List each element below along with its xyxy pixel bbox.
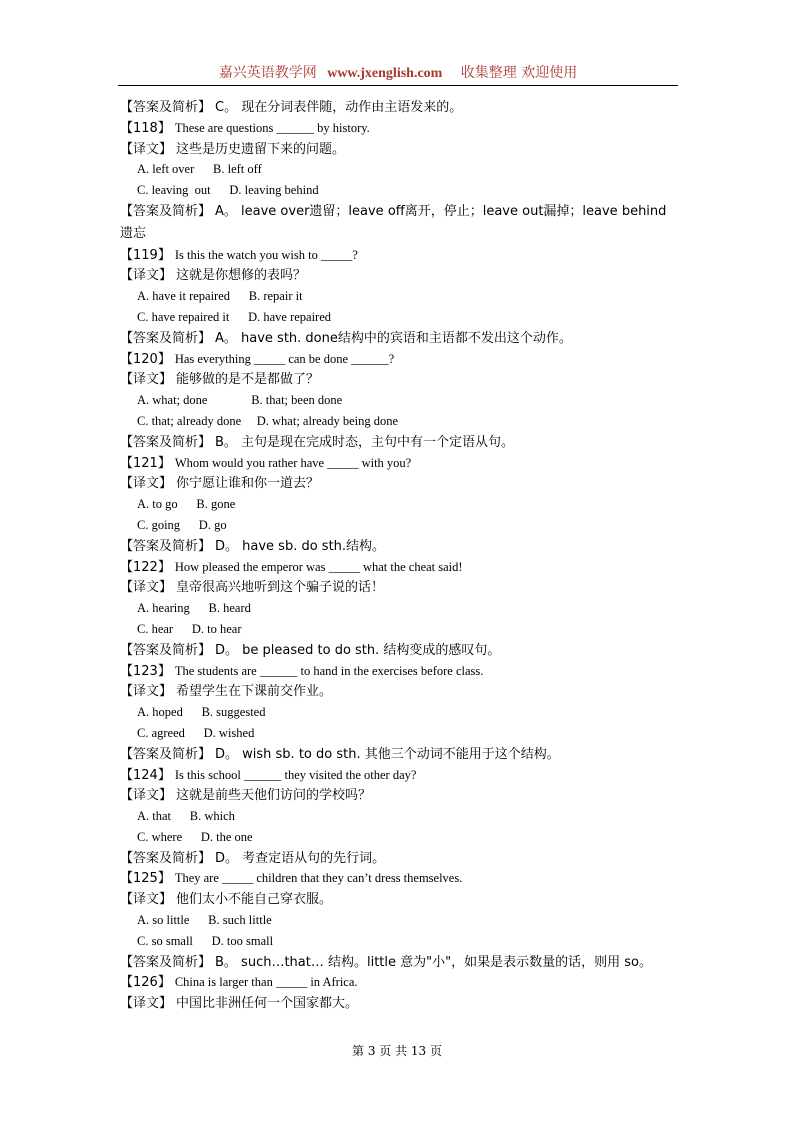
- translation-line: [120, 785, 676, 806]
- translation-text: 能够做的是不是都做了？: [176, 372, 320, 388]
- answer-line: [120, 952, 676, 973]
- question-line: [120, 453, 676, 474]
- option-line: [120, 910, 676, 931]
- translation-tag: 【译文】: [120, 892, 173, 908]
- translation-tag: 【译文】: [120, 788, 173, 804]
- translation-text: 他们太小不能自己穿衣服。: [176, 892, 333, 908]
- question-text: They are _____ children that they can’t dress themselves.: [174, 871, 463, 886]
- question-text: Whom would you rather have _____ with you?: [174, 455, 412, 470]
- answer-tag: 【答案及简析】: [120, 100, 212, 115]
- question-number: 【124】: [120, 767, 171, 783]
- translation-text: 你宁愿让谁和你一道去？: [176, 476, 320, 492]
- question-number: 【119】: [120, 247, 171, 263]
- option-line: [120, 159, 676, 180]
- answer-line: [120, 536, 676, 557]
- translation-line: [120, 473, 676, 494]
- option-text: A. have it repaired B. repair it: [137, 289, 303, 304]
- question-line: [120, 868, 676, 889]
- option-text: C. where D. the one: [137, 829, 253, 844]
- question-number: 【125】: [120, 871, 171, 887]
- question-text: Has everything _____ can be done ______?: [174, 351, 395, 366]
- question-line: [120, 661, 676, 682]
- answer-text: C。 现在分词表伴随，动作由主语发来的。: [215, 100, 463, 115]
- option-line: [120, 515, 676, 536]
- translation-line: [120, 577, 676, 598]
- answer-tag: 【答案及简析】: [120, 434, 212, 450]
- option-text: A. left over B. left off: [137, 162, 262, 177]
- translation-line: [120, 265, 676, 286]
- option-text: A. hearing B. heard: [137, 601, 251, 616]
- translation-line: [120, 681, 676, 702]
- option-text: A. to go B. gone: [137, 497, 236, 512]
- translation-tag: 【译文】: [120, 684, 173, 700]
- question-line: [120, 972, 676, 993]
- question-text: Is this school ______ they visited the other day?: [174, 767, 417, 782]
- question-text: The students are ______ to hand in the exercises before class.: [174, 663, 484, 678]
- answer-line: [120, 97, 676, 118]
- answer-line: [120, 640, 676, 661]
- option-line: [120, 286, 676, 307]
- translation-tag: 【译文】: [120, 268, 173, 284]
- question-text: How pleased the emperor was _____ what the cheat said!: [174, 559, 463, 574]
- option-line: [120, 390, 676, 411]
- question-number: 【118】: [120, 120, 171, 136]
- answer-tag: 【答案及简析】: [120, 330, 212, 346]
- option-line: [120, 827, 676, 848]
- site-url[interactable]: www.jxenglish.com: [327, 66, 443, 81]
- question-text: China is larger than _____ in Africa.: [174, 975, 358, 990]
- header-slogan: 收集整理 欢迎使用: [460, 65, 578, 81]
- question-line: [120, 557, 676, 578]
- option-text: C. going D. go: [137, 517, 227, 532]
- translation-text: 中国比非洲任何一个国家都大。: [176, 996, 359, 1012]
- option-text: A. what; done B. that; been done: [137, 393, 343, 408]
- option-line: [120, 931, 676, 952]
- option-line: [120, 180, 676, 201]
- question-number: 【122】: [120, 559, 171, 575]
- translation-text: 这就是你想修的表吗？: [176, 268, 307, 284]
- option-line: [120, 411, 676, 432]
- option-text: A. so little B. such little: [137, 913, 272, 928]
- answer-text: A。 leave over遗留；leave off离开，停止；leave out漏掉；leave behind 遗忘: [120, 203, 667, 241]
- translation-text: 希望学生在下课前交作业。: [176, 684, 333, 700]
- option-line: [120, 806, 676, 827]
- page-footer: 第 3 页 共 13 页: [352, 1044, 442, 1058]
- option-line: [120, 307, 676, 328]
- header-rule: [118, 85, 678, 86]
- question-number: 【120】: [120, 351, 171, 367]
- page-header: [118, 62, 678, 82]
- answer-tag: 【答案及简析】: [120, 954, 212, 970]
- answer-line: [120, 201, 676, 245]
- translation-text: 皇帝很高兴地听到这个骗子说的话！: [176, 580, 385, 596]
- question-line: [120, 349, 676, 370]
- translation-tag: 【译文】: [120, 141, 173, 157]
- option-line: [120, 723, 676, 744]
- question-number: 【126】: [120, 975, 171, 991]
- question-line: [120, 765, 676, 786]
- answer-text: D。 have sb. do sth.结构。: [215, 538, 386, 554]
- site-name: 嘉兴英语教学网: [218, 65, 317, 81]
- translation-line: [120, 993, 676, 1014]
- translation-text: 这些是历史遗留下来的问题。: [176, 141, 346, 157]
- option-text: C. have repaired it D. have repaired: [137, 309, 332, 324]
- option-text: C. so small D. too small: [137, 933, 274, 948]
- option-text: C. leaving out D. leaving behind: [137, 183, 319, 198]
- document-body: [120, 97, 676, 1014]
- answer-tag: 【答案及简析】: [120, 746, 212, 762]
- option-text: C. that; already done D. what; already being done: [137, 413, 399, 428]
- translation-tag: 【译文】: [120, 476, 173, 492]
- option-text: C. hear D. to hear: [137, 621, 242, 636]
- question-text: Is this the watch you wish to _____?: [174, 247, 358, 262]
- question-line: [120, 118, 676, 139]
- answer-line: [120, 328, 676, 349]
- option-line: [120, 702, 676, 723]
- translation-tag: 【译文】: [120, 996, 173, 1012]
- answer-text: D。 考查定语从句的先行词。: [215, 850, 386, 866]
- answer-text: B。 such…that… 结构。little 意为"小"，如果是表示数量的话，则用 so。: [215, 954, 652, 970]
- answer-tag: 【答案及简析】: [120, 642, 212, 658]
- question-number: 【121】: [120, 455, 171, 471]
- translation-line: [120, 139, 676, 160]
- option-line: [120, 494, 676, 515]
- option-text: A. that B. which: [137, 809, 235, 824]
- answer-text: D。 wish sb. to do sth. 其他三个动词不能用于这个结构。: [215, 746, 560, 762]
- answer-text: A。 have sth. done结构中的宾语和主语都不发出这个动作。: [215, 330, 572, 346]
- answer-line: [120, 432, 676, 453]
- translation-text: 这就是前些天他们访问的学校吗？: [176, 788, 372, 804]
- option-line: [120, 619, 676, 640]
- translation-tag: 【译文】: [120, 580, 173, 596]
- answer-tag: 【答案及简析】: [120, 203, 212, 219]
- answer-text: B。 主句是现在完成时态，主句中有一个定语从句。: [215, 434, 515, 450]
- question-number: 【123】: [120, 663, 171, 679]
- option-text: A. hoped B. suggested: [137, 705, 266, 720]
- answer-line: [120, 744, 676, 765]
- question-text: These are questions ______ by history.: [174, 120, 370, 135]
- option-text: C. agreed D. wished: [137, 725, 255, 740]
- answer-tag: 【答案及简析】: [120, 538, 212, 554]
- answer-line: [120, 848, 676, 869]
- answer-text: D。 be pleased to do sth. 结构变成的感叹句。: [215, 642, 501, 658]
- option-line: [120, 598, 676, 619]
- translation-tag: 【译文】: [120, 372, 173, 388]
- translation-line: [120, 889, 676, 910]
- question-line: [120, 245, 676, 266]
- answer-tag: 【答案及简析】: [120, 850, 212, 866]
- translation-line: [120, 369, 676, 390]
